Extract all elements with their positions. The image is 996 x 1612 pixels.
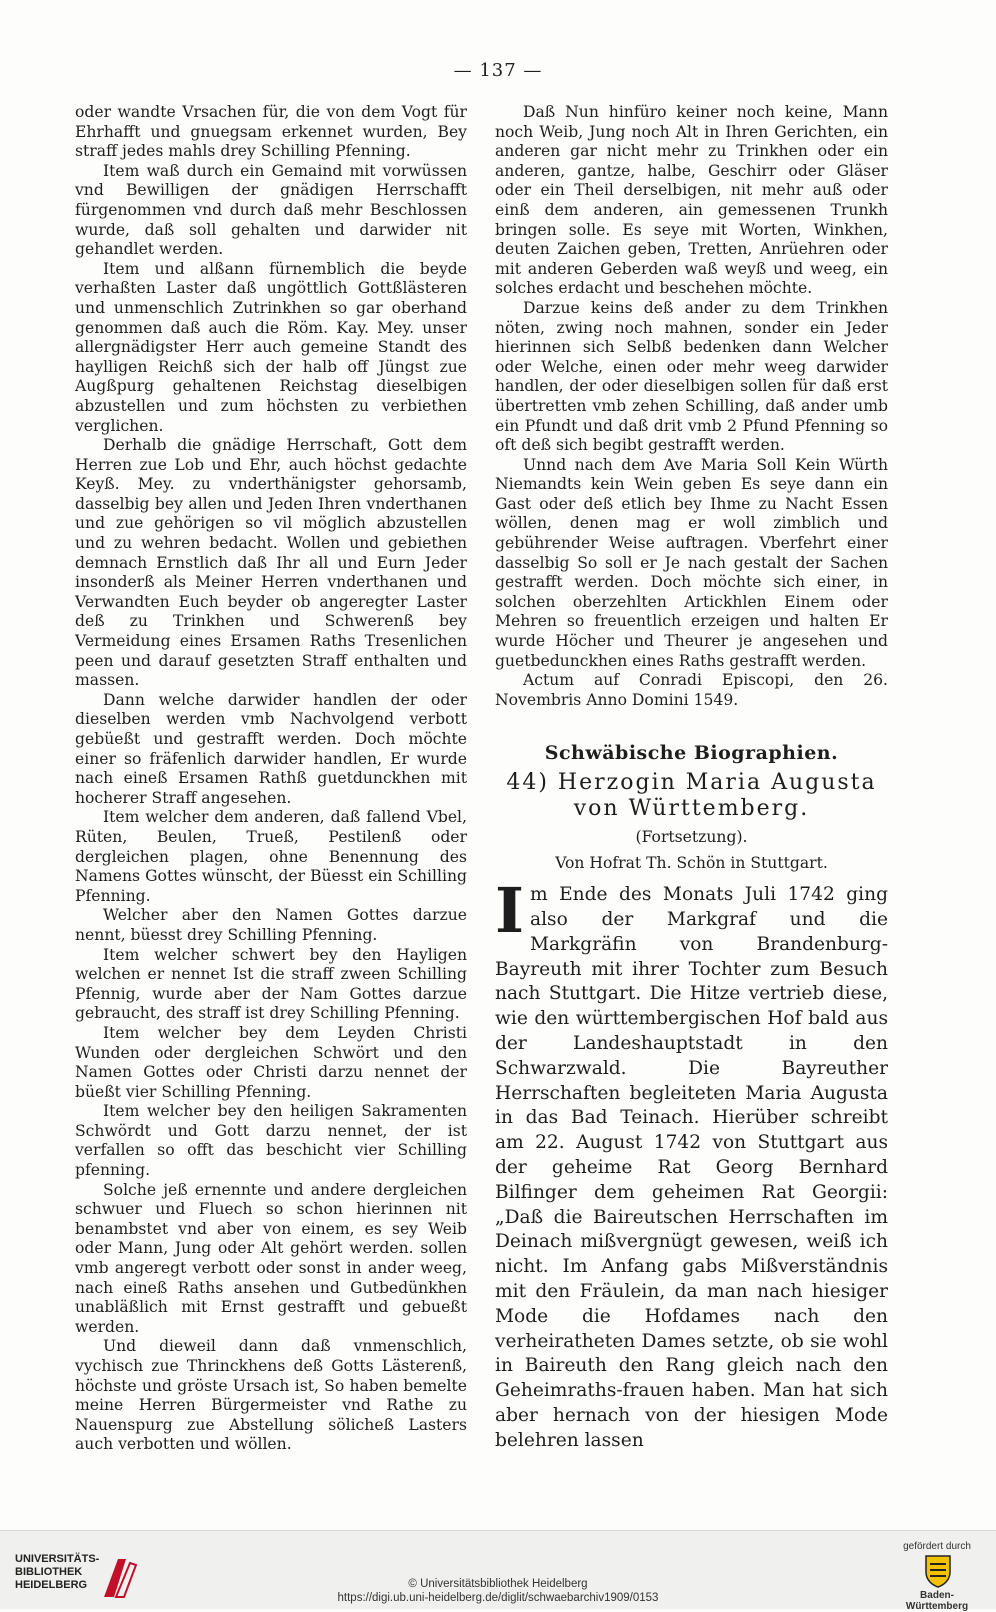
- coat-of-arms-icon: [924, 1554, 952, 1588]
- funder-block: [892, 1541, 982, 1612]
- library-name-line2: BIBLIOTHEK: [15, 1566, 83, 1578]
- paragraph: Unnd nach dem Ave Maria Soll Kein Würth Niemandts kein Wein geben Es seye dann ein Gast oder deß etlich bey Ihme zu Nacht Essen wöllen, denen mag er woll zimblich und gebührender Weise auftragen. Vberfehrt einer dasselbig So soll er Je nach gestalt der Sachen gestrafft werden. Doch möchte sich einer, in solchen oberzehlten Artickhlen Einem oder Mehren so freuentlich erzeigen und halten Er wurde Höcher und Theurer je angesehen und guetbedunckhen eines Raths gestrafft werden.: [495, 455, 888, 670]
- paragraph: Solche jeß ernennte und andere dergleichen schwuer und Fluech so schon hierinnen nit benambstet vnd aber von einem, es sey Weib oder Mann, Jung oder Alt gehört werden. sollen vmb angeregt verbott oder sonst in ander weeg, nach eineß Raths ansehen und Gutbedünkhen unabläßlich mit Ernst gestrafft und gebueßt werden.: [75, 1180, 467, 1336]
- article-author: Von Hofrat Th. Schön in Stuttgart.: [555, 853, 828, 872]
- paragraph: Item welcher bey dem Leyden Christi Wunden oder dergleichen Schwört und den Namen Gottes oder Christi darzu nennet der büeßt vier Schilling Pfenning.: [75, 1023, 467, 1101]
- right-column: [495, 103, 888, 1454]
- library-name-line1: UNIVERSITÄTS-: [15, 1553, 100, 1565]
- paragraph: Item welcher schwert bey den Hayligen welchen er nennet Ist die straff zween Schilling Pfennig, wurde aber der Nam Gottes darzue gebraucht, des straff ist drey Schilling Pfenning.: [75, 945, 467, 1023]
- article-body: [495, 874, 888, 1453]
- paragraph: Item welcher bey den heiligen Sakramenten Schwördt und Gott darzu nennet, der ist verfallen so offt das beschicht vier Schilling pfenning.: [75, 1102, 467, 1180]
- paragraph: Item waß durch ein Gemaind mit vorwüssen vnd Bewilligen der gnädigen Herrschafft fürgenommen vnd durch daß mehr Beschlossen wurde, daß soll gehalten und darwider nit gehandlet werden.: [75, 161, 467, 259]
- paragraph: Item welcher dem anderen, daß fallend Vbel, Rüten, Beulen, Trueß, Pestilenß oder dergleichen plagen, ohne Benennung des Namens Gottes wünscht, der Büesst ein Schilling Pfenning.: [75, 808, 467, 905]
- copyright-text: © Universitätsbibliothek Heidelberg: [408, 1578, 588, 1590]
- article-title: 44) Herzogin Maria Augusta von Württemberg.: [506, 770, 877, 821]
- paragraph: Actum auf Conradi Episcopi, den 26. Novembris Anno Domini 1549.: [495, 671, 888, 709]
- paragraph: Welcher aber den Namen Gottes darzue nennt, büesst drey Schilling Pfenning.: [75, 906, 467, 944]
- dropcap: I: [495, 874, 525, 948]
- paragraph: Darzue keins deß ander zu dem Trinkhen nöten, zwing noch mahnen, sonder ein Jeder hierinnen sich Selbß bedenken dann Welcher oder Welche, einen oder mehr weeg darwider handlen, der oder dieselbigen sollen für daß erst übertretten vmb zehen Schilling, daß ander umb ein Pfundt und daß drit vmb 2 Pfund Pfenning so oft deß sich begibt gestrafft werden.: [495, 298, 888, 455]
- article-subtitle: (Fortsetzung).: [635, 828, 748, 846]
- source-url[interactable]: https://digi.ub.uni-heidelberg.de/diglit/schwaebarchiv1909/0153: [337, 1592, 659, 1604]
- paragraph: oder wandte Vrsachen für, die von dem Vogt für Ehrhafft und gnuegsam erkennet wurden, Bey straff jedes mahls drey Schilling Pfenning.: [75, 103, 467, 161]
- section-title: Schwäbische Biographien.: [544, 742, 839, 765]
- funder-name: Baden-Württemberg: [905, 1590, 969, 1612]
- copyright-notice: [0, 1577, 996, 1605]
- paragraph: Item und alßann fürnemblich die beyde verhaßten Laster daß ungöttlich Gottßlästeren und unmenschlich Zutrinkhen so gar oberhand genommen daß auch die Röm. Kay. Mey. unser allergnädigster Herr auch gemeine Standt des haylligen Reichß sich der halb off Jüngst zue Augßpurg gehaltenen Reichstag dieselbigen abzustellen und zum höchsten zu verbiethen verglichen.: [75, 259, 467, 435]
- paragraph: Daß Nun hinfüro keiner noch keine, Mann noch Weib, Jung noch Alt in Ihren Gerichten, ein anderen gar nicht mehr zu Trinkhen oder ein anderen, gantze, halbe, Geschirr oder Gläser oder ein Theil derselbigen, nit mehr auß oder einß dem anderen, ain gemessenen Trunkh bringen solle. Es seye mit Worten, Winkhen, deuten Zaichen geben, Tretten, Anrüehren oder mit anderen Geberden waß weyß und weeg, ein solches erdacht und beschehen möchte.: [495, 103, 888, 298]
- paragraph: Und dieweil dann daß vnmenschlich, vychisch zue Thrinckhens deß Gotts Lästerenß, höchste und gröste Ursach ist, So haben bemelte meine Herren Bürgermeister vnd Rathe zu Nauenspurg zue Abstellung sölicheß Lasters auch verbotten und wöllen.: [75, 1337, 467, 1454]
- library-name-line3: HEIDELBERG: [15, 1579, 88, 1591]
- article-body-text: m Ende des Monats Juli 1742 ging also der Markgraf und die Markgräfin von Brandenburg-Bayreuth mit ihrer Tochter zum Besuch nach Stuttgart. Die Hitze vertrieb diese, wie den württembergischen Hof bald aus der Landeshauptstadt in den Schwarzwald. Die Bayreuther Herrschaften begleiteten Maria Augusta in das Bad Teinach. Hierüber schreibt am 22. August 1742 von Stuttgart aus der geheime Rat Georg Bernhard Bilfinger dem geheimen Rat Georgii: „Daß die Baireutschen Herrschaften im Deinach mißvergnügt gewesen, weiß ich nicht. Im Anfang gabs Mißverständnis mit den Fräulein, da man nach hiesiger Mode die Hofdames nach den verheiratheten Dames setzte, ob sie wohl in Baireuth den Rang gleich nach den Geheimraths-frauen haben. Man hat sich aber hernach von der hiesigen Mode belehren lassen: [495, 884, 888, 1451]
- page-number: — 137 —: [453, 60, 543, 81]
- paragraph: Dann welche darwider handlen der oder dieselben werden vmb Nachvolgend verbott gebüeßt und gestrafft werden. Doch möchte einer so fräfenlich darwider handlen, Er wurde nach eineß Ersamen Rathß guetdunckhen mit hocherer Straff angesehen.: [75, 690, 467, 807]
- paragraph: Derhalb die gnädige Herrschaft, Gott dem Herren zue Lob und Ehr, auch höchst gedachte Keyß. Mey. zu vnderthänigster gehorsamb, dasselbig bey allen und Jeden Ihren vnderthanen und zue gehörigen so vil möglich abzustellen und zu wehren bedacht. Wollen und gebiethen demnach Ernstlich daß Ihr all und Eurn Jeder insonderß als Meiner Herren vnderthanen und Verwandten Euch beyder ob angeregter Laster deß zu Trinkhen und Schwerenß bey Vermeidung eines Ersamen Raths Tresenlichen peen und darauf gesetzten Straff enthalten und massen.: [75, 436, 467, 690]
- left-column: [75, 103, 467, 1455]
- funded-by-label: gefördert durch: [903, 1541, 971, 1552]
- footer: [0, 1530, 996, 1612]
